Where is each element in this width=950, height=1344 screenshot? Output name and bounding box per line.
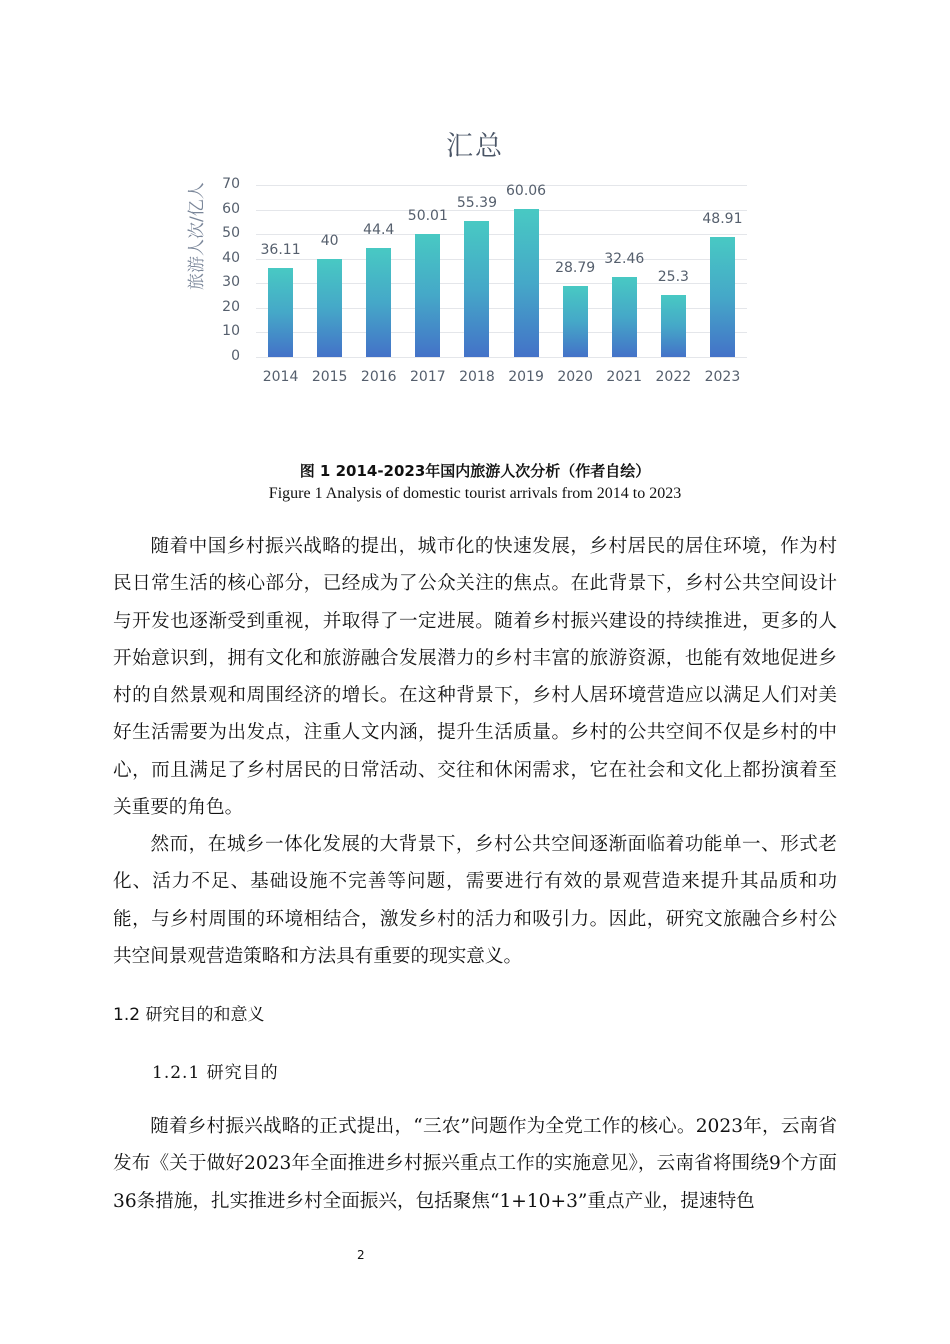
gridline <box>256 357 747 358</box>
y-tick-label: 70 <box>222 176 240 192</box>
y-axis-label: 旅游人次/亿人 <box>187 182 207 290</box>
x-tick-label: 2016 <box>360 369 397 385</box>
data-label: 55.39 <box>456 194 497 211</box>
bar-2014 <box>268 268 293 357</box>
bar-2023 <box>710 237 735 357</box>
bar-2020 <box>563 286 588 357</box>
data-label: 32.46 <box>604 251 645 268</box>
x-tick-label: 2022 <box>655 369 692 385</box>
data-label: 50.01 <box>407 208 448 225</box>
paragraph-3: 随着乡村振兴战略的正式提出，“三农”问题作为全党工作的核心。2023年，云南省发布《关于做好2023年全面推进乡村振兴重点工作的实施意见》，云南省将围绕9个方面36条措施，扎实推进乡村全面振兴，包括聚焦“1+10+3”重点产业，提速特色 <box>113 1116 837 1212</box>
x-tick-label: 2014 <box>262 369 299 385</box>
data-label: 44.4 <box>363 221 395 238</box>
paragraph-2: 然而，在城乡一体化发展的大背景下，乡村公共空间逐渐面临着功能单一、形式老化、活力不足、基础设施不完善等问题，需要进行有效的景观营造来提升其品质和功能，与乡村周围的环境相结合，激发乡村的活力和吸引力。因此，研究文旅融合乡村公共空间景观营造策略和方法具有重要的现实意义。 <box>113 834 837 967</box>
y-tick-label: 10 <box>222 323 240 340</box>
data-label: 60.06 <box>506 183 547 200</box>
bar-chart <box>187 120 760 400</box>
x-tick-label: 2015 <box>311 369 348 385</box>
x-tick-label: 2017 <box>410 369 446 385</box>
paragraph-1: 随着中国乡村振兴战略的提出，城市化的快速发展，乡村居民的居住环境，作为村民日常生活的核心部分，已经成为了公众关注的焦点。在此背景下，乡村公共空间设计与开发也逐渐受到重视，并取得了一定进展。随着乡村振兴建设的持续推进，更多的人开始意识到，拥有文化和旅游融合发展潜力的乡村丰富的旅游资源，也能有效地促进乡村的自然景观和周围经济的增长。在这种背景下，乡村人居环境营造应以满足人们对美好生活需要为出发点，注重人文内涵，提升生活质量。乡村的公共空间不仅是乡村的中心，而且满足了乡村居民的日常活动、交往和休闲需求，它在社会和文化上都扮演着至关重要的角色。 <box>113 536 837 819</box>
figure-caption-cn: 图 1 2014-2023年国内旅游人次分析（作者自绘） <box>299 462 651 480</box>
y-tick-label: 50 <box>222 225 240 242</box>
x-tick-label: 2018 <box>459 369 495 385</box>
bar-2019 <box>514 209 539 357</box>
y-tick-label: 0 <box>231 348 240 364</box>
y-tick-label: 20 <box>222 298 240 315</box>
bar-2017 <box>415 234 440 357</box>
bar-2022 <box>661 295 686 357</box>
bar-2015 <box>317 259 342 357</box>
y-tick-label: 60 <box>222 200 240 217</box>
subsection-heading: 1.2.1 研究目的 <box>152 1063 279 1083</box>
x-tick-label: 2019 <box>508 369 544 385</box>
chart-title: 汇总 <box>446 131 504 162</box>
data-label: 40 <box>320 232 339 249</box>
data-label: 25.3 <box>657 268 689 285</box>
x-tick-label: 2020 <box>557 369 593 385</box>
section-heading: 1.2 研究目的和意义 <box>113 1005 265 1025</box>
bar-2016 <box>366 248 391 357</box>
x-tick-label: 2021 <box>606 369 643 385</box>
data-label: 36.11 <box>260 242 301 259</box>
data-label: 28.79 <box>555 260 596 277</box>
bar-2021 <box>612 277 637 357</box>
figure-caption-en: Figure 1 Analysis of domestic tourist arrivals from 2014 to 2023 <box>268 485 682 502</box>
x-tick-label: 2023 <box>704 369 741 385</box>
plot-area <box>222 176 747 385</box>
y-tick-label: 40 <box>222 249 240 266</box>
y-tick-label: 30 <box>222 274 240 291</box>
data-label: 48.91 <box>702 210 743 227</box>
bar-2018 <box>464 221 489 357</box>
page-number: 2 <box>357 1248 365 1262</box>
